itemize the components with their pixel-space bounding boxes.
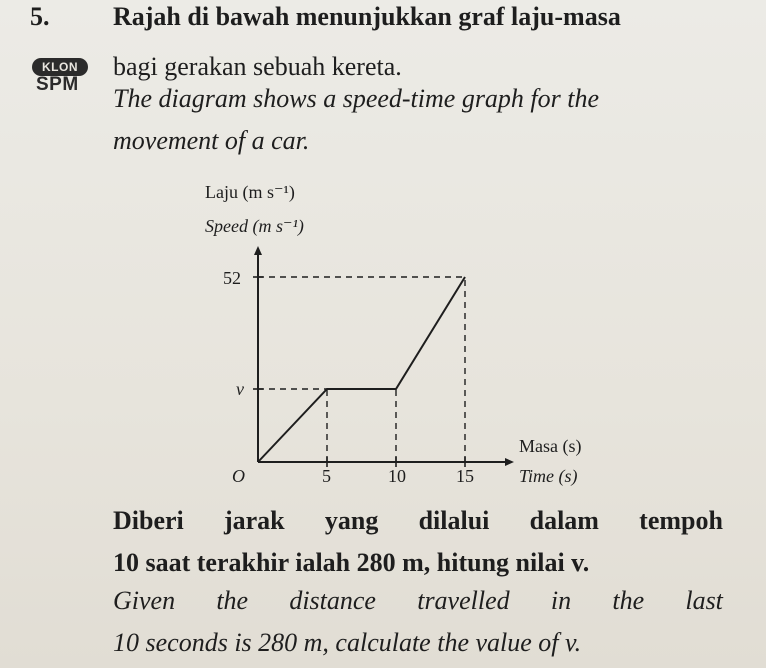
- given-malay-word-2: yang: [324, 506, 379, 535]
- x-tick-label-10: 10: [388, 466, 406, 486]
- x-tick-label-5: 5: [322, 466, 331, 486]
- given-malay-line-2: 10 saat terakhir ialah 280 m, hitung nilai v.: [113, 548, 590, 577]
- given-english-word-0: Given: [113, 586, 176, 615]
- question-malay-line-1: Rajah di bawah menunjukkan graf laju-masa: [113, 2, 621, 31]
- given-english-line-2: 10 seconds is 280 m, calculate the value of v.: [113, 628, 582, 657]
- given-malay-word-5: tempoh: [639, 506, 723, 535]
- given-english-word-2: distance: [289, 586, 376, 615]
- y-tick-label-v: v: [236, 379, 244, 399]
- guide-lines: [258, 277, 467, 462]
- spm-label: SPM: [36, 74, 79, 95]
- speed-line: [258, 277, 465, 462]
- given-english-word-1: the: [216, 586, 249, 615]
- question-malay-line-2: bagi gerakan sebuah kereta.: [113, 52, 402, 81]
- question-english-line-1: The diagram shows a speed-time graph for the: [113, 84, 600, 113]
- given-english-word-6: last: [685, 586, 723, 615]
- y-tick-label-52: 52: [223, 268, 241, 288]
- axis-ticks: [253, 277, 465, 467]
- origin-label: O: [232, 466, 245, 486]
- question-number: 5.: [30, 2, 50, 31]
- klon-label: KLON: [32, 58, 88, 76]
- given-malay-word-0: Diberi: [113, 506, 184, 535]
- x-tick-label-15: 15: [456, 466, 474, 486]
- x-axis-label-malay: Masa (s): [519, 436, 582, 456]
- x-axis-label-english: Time (s): [519, 466, 578, 486]
- question-english-line-2: movement of a car.: [113, 126, 310, 155]
- given-english-word-3: travelled: [417, 586, 510, 615]
- given-malay-word-4: dalam: [529, 506, 599, 535]
- y-axis-label-english: Speed (m s⁻¹): [205, 216, 304, 236]
- given-english-word-4: in: [550, 586, 572, 615]
- given-english-word-5: the: [612, 586, 645, 615]
- given-malay-word-3: dilalui: [418, 506, 490, 535]
- y-axis-label-malay: Laju (m s⁻¹): [205, 182, 295, 202]
- given-malay-word-1: jarak: [223, 506, 285, 535]
- given-malay-line-1: [113, 506, 723, 536]
- given-english-line-1: [113, 586, 723, 616]
